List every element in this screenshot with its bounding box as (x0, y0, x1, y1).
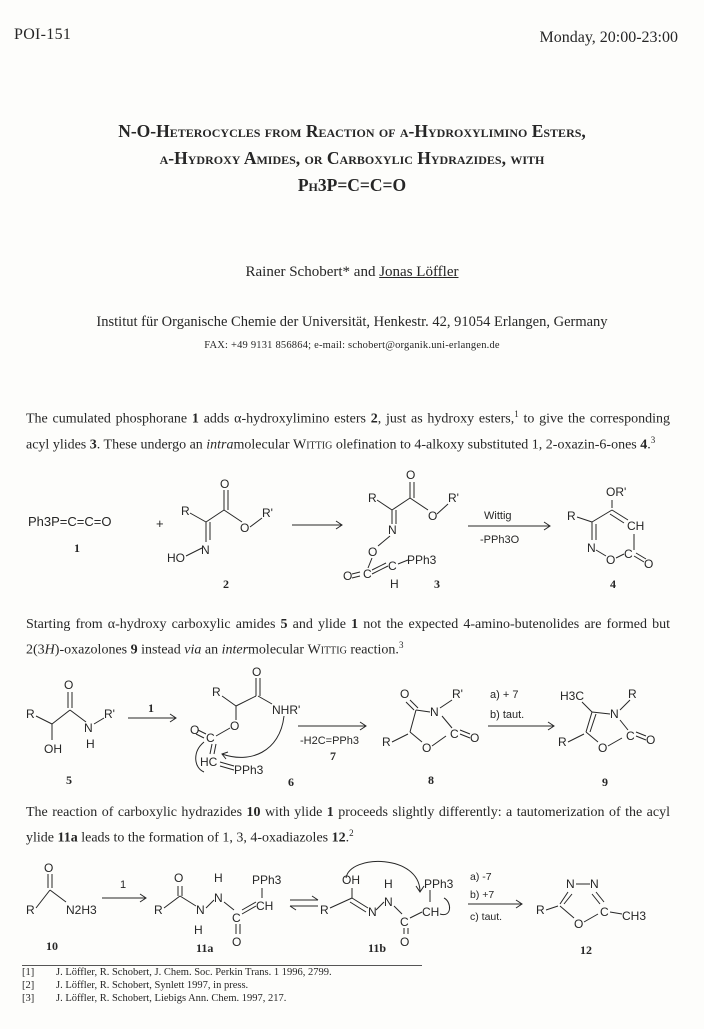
svg-text:H: H (214, 871, 223, 885)
p2-text: reaction. (346, 642, 399, 658)
svg-text:N: N (566, 877, 575, 891)
svg-text:CH3: CH3 (622, 909, 647, 923)
svg-text:R: R (628, 687, 637, 701)
svg-text:C: C (388, 559, 397, 573)
svg-text:C: C (232, 911, 241, 925)
svg-text:N: N (384, 895, 393, 909)
p2-text: molecular (248, 642, 308, 658)
p1-text: , just as hydroxy esters, (377, 411, 515, 427)
svg-text:O: O (574, 917, 584, 931)
p1-compound: 2 (370, 411, 378, 427)
ref-text: J. Löffler, R. Schobert, Synlett 1997, in press. (56, 980, 249, 991)
svg-text:R': R' (448, 491, 459, 505)
compound-5 (26, 678, 115, 756)
svg-text:R: R (382, 735, 391, 749)
equilibrium-head-1 (312, 896, 318, 900)
arrow-7-b: b) +7 (470, 889, 495, 901)
svg-text:R: R (181, 504, 190, 518)
p1-text: to give the corresponding acyl ylides (26, 411, 670, 453)
arrow-2-top: Wittig (484, 510, 512, 522)
p1-text: The cumulated phosphorane (26, 411, 192, 427)
compound-2 (167, 477, 273, 565)
svg-text:O: O (232, 935, 242, 949)
lbl-11a: 11a (196, 941, 214, 955)
lbl-10: 10 (46, 939, 58, 953)
svg-text:OH: OH (342, 873, 360, 887)
svg-text:C: C (624, 547, 633, 561)
svg-text:R: R (368, 491, 377, 505)
svg-text:O: O (220, 477, 230, 491)
title-line-2: α-Hydroxy Amides, or Carboxylic Hydrazides, with (159, 148, 545, 168)
lbl-6: 6 (288, 775, 294, 789)
svg-text:CH: CH (627, 519, 645, 533)
arrow-7-a: a) -7 (470, 871, 492, 883)
svg-text:PPh3: PPh3 (424, 877, 454, 891)
svg-text:O: O (406, 468, 416, 482)
svg-text:O: O (428, 509, 438, 523)
svg-text:CH: CH (422, 905, 440, 919)
svg-text:C: C (363, 567, 372, 581)
ref-number: [1] (22, 967, 35, 978)
svg-text:O: O (644, 557, 654, 571)
session-time: Monday, 20:00-23:00 (539, 29, 678, 46)
p1-text: olefination to 4-alkoxy substituted 1, 2-oxazin-6-ones (332, 437, 641, 453)
reference-item (22, 980, 248, 991)
author-2: Jonas Löffler (379, 264, 459, 280)
p2-emphasis: via (184, 642, 202, 658)
svg-text:O: O (190, 723, 200, 737)
compound-12 (536, 877, 646, 931)
session-code: POI-151 (14, 26, 72, 43)
svg-text:R: R (536, 903, 545, 917)
compound-3 (343, 468, 459, 591)
p1-wittig: Wittig (293, 437, 333, 453)
equilibrium-head-2 (290, 906, 296, 910)
svg-text:O: O (174, 871, 184, 885)
author-1: Rainer Schobert* and (245, 264, 380, 280)
author-list (0, 264, 704, 281)
compound-8 (382, 687, 479, 755)
references-divider (22, 965, 422, 966)
p3-text: . (345, 830, 350, 846)
svg-text:R: R (26, 707, 35, 721)
svg-text:R': R' (262, 506, 273, 520)
svg-text:C: C (400, 915, 409, 929)
lbl-9: 9 (602, 775, 608, 789)
svg-text:O: O (598, 741, 608, 755)
svg-text:R: R (154, 903, 163, 917)
p1-text: . (647, 437, 651, 453)
svg-text:O: O (343, 569, 353, 583)
p2-compound: 5 (280, 617, 288, 632)
paper-title (20, 118, 684, 199)
svg-text:C: C (450, 727, 459, 741)
p2-emphasis: H (44, 642, 55, 658)
lbl-11b: 11b (368, 941, 387, 955)
p3-text: leads to the formation of 1, 3, 4-oxadiazoles (77, 830, 332, 846)
paragraph-3 (26, 802, 670, 849)
p2-text: Starting from α-hydroxy carboxylic amides (26, 617, 281, 632)
svg-text:R: R (567, 509, 576, 523)
svg-text:OH: OH (44, 742, 62, 756)
p2-text: instead (137, 642, 185, 658)
paragraph-2 (26, 614, 670, 661)
svg-text:NHR': NHR' (272, 703, 301, 717)
svg-text:N: N (214, 891, 223, 905)
p3-citation: 2 (349, 828, 354, 838)
p1-compound: 1 (191, 411, 199, 427)
svg-text:O: O (470, 731, 480, 745)
compound-9 (558, 687, 655, 755)
svg-text:R: R (558, 735, 567, 749)
arrow-2-bottom: -PPh3O (480, 534, 520, 546)
svg-text:O: O (368, 545, 378, 559)
svg-text:O: O (252, 665, 262, 679)
lbl-4: 4 (610, 577, 616, 591)
p2-text: an (201, 642, 222, 658)
svg-text:PPh3: PPh3 (252, 873, 282, 887)
ref-number: [2] (22, 980, 35, 991)
lbl-7: 7 (330, 749, 336, 763)
arrow-5-top: a) + 7 (490, 689, 519, 701)
svg-text:N: N (587, 541, 596, 555)
svg-text:O: O (646, 733, 656, 747)
svg-text:O: O (400, 935, 410, 949)
p2-citation: 3 (398, 640, 404, 650)
p1-text: adds α-hydroxylimino esters (198, 411, 371, 427)
p3-text: The reaction of carboxylic hydrazides (26, 805, 247, 820)
svg-text:H: H (194, 923, 203, 937)
svg-text:PPh3: PPh3 (234, 763, 264, 777)
svg-text:R': R' (104, 707, 115, 721)
p2-text: not the expected 4-amino-butenolides are formed but 2(3 (26, 617, 670, 658)
ref-number: [3] (22, 993, 35, 1004)
paragraph-1 (26, 404, 670, 455)
scheme-3 (0, 858, 704, 958)
svg-text:CH: CH (256, 899, 274, 913)
p2-emphasis: inter (221, 642, 249, 658)
lbl-3: 3 (434, 577, 440, 591)
svg-text:R: R (212, 685, 221, 699)
p3-compound: 1 (326, 805, 334, 820)
svg-text:H: H (390, 577, 399, 591)
p2-wittig: Wittig (307, 642, 347, 658)
svg-text:O: O (44, 861, 54, 875)
arrow-4-bottom: -H2C=PPh3 (300, 735, 360, 747)
svg-text:N: N (388, 523, 397, 537)
p3-compound: 10 (246, 805, 261, 820)
p3-text: proceeds slightly differently: a tautomerization of the acyl ylide (26, 805, 670, 846)
svg-text:R: R (26, 903, 35, 917)
svg-text:N: N (430, 705, 439, 719)
svg-text:OR': OR' (606, 485, 627, 499)
compound-6 (190, 665, 300, 777)
svg-text:C: C (600, 905, 609, 919)
scheme-1 (0, 470, 704, 590)
arrow-6-top: 1 (120, 879, 127, 891)
compound-11b (320, 861, 454, 949)
arrow-5-bottom: b) taut. (490, 709, 525, 721)
svg-text:N: N (196, 903, 205, 917)
plus-sign: + (156, 516, 164, 531)
lbl-12: 12 (580, 943, 592, 957)
svg-text:PPh3: PPh3 (407, 553, 437, 567)
svg-text:H: H (86, 737, 95, 751)
svg-text:N: N (368, 905, 377, 919)
p3-compound: 12 (331, 830, 346, 846)
svg-text:HO: HO (167, 551, 185, 565)
reference-item (22, 993, 286, 1004)
svg-text:O: O (422, 741, 432, 755)
p1-citation: 1 (514, 409, 519, 419)
ylide-formula: Ph3P=C=C=O (28, 514, 112, 529)
affiliation: Institut für Organische Chemie der Universität, Henkestr. 42, 91054 Erlangen, Germany (96, 314, 608, 330)
p2-text: )-oxazolones (54, 642, 131, 658)
svg-text:C: C (206, 731, 215, 745)
compound-10 (26, 861, 97, 917)
lbl-5: 5 (66, 773, 72, 787)
p1-compound: 3 (89, 437, 97, 453)
title-line-3: Ph3P=C=C=O (297, 175, 407, 195)
p2-text: and ylide (287, 617, 352, 632)
scheme-2 (0, 665, 704, 802)
svg-text:O: O (230, 719, 240, 733)
svg-text:H3C: H3C (560, 689, 585, 703)
p1-emphasis: intra (206, 437, 234, 453)
p1-citation: 3 (650, 434, 656, 445)
p3-compound: 11a (57, 830, 78, 846)
p1-text: . These undergo an (96, 437, 207, 453)
svg-text:N2H3: N2H3 (66, 903, 97, 917)
p2-compound: 1 (351, 617, 359, 632)
svg-text:HC: HC (200, 755, 218, 769)
arrow-3-top: 1 (148, 701, 154, 715)
p2-compound: 9 (130, 642, 138, 658)
svg-text:O: O (64, 678, 74, 692)
svg-text:H: H (384, 877, 393, 891)
svg-text:O: O (400, 687, 410, 701)
svg-text:O: O (606, 553, 616, 567)
ref-text: J. Löffler, R. Schobert, J. Chem. Soc. Perkin Trans. 1 1996, 2799. (56, 967, 332, 978)
arrow-7-c: c) taut. (470, 911, 503, 923)
svg-text:N: N (590, 877, 599, 891)
reference-item (22, 967, 332, 978)
svg-text:R: R (320, 903, 329, 917)
contact-info: FAX: +49 9131 856864; e-mail: schobert@organik.uni-erlangen.de (204, 340, 500, 351)
compound-11a (154, 871, 282, 949)
ref-text: J. Löffler, R. Schobert, Liebigs Ann. Chem. 1997, 217. (56, 993, 287, 1004)
title-line-1: N-O-Heterocycles from Reaction of α-Hydroxylimino Esters, (118, 121, 586, 141)
svg-text:N: N (84, 721, 93, 735)
svg-text:C: C (626, 729, 635, 743)
compound-4 (567, 485, 653, 571)
svg-text:N: N (201, 543, 210, 557)
p3-text: with ylide (260, 805, 327, 820)
lbl-2: 2 (223, 577, 229, 591)
p1-text: molecular (233, 437, 293, 453)
svg-text:R': R' (452, 687, 463, 701)
lbl-8: 8 (428, 773, 434, 787)
p1-compound: 4 (640, 437, 648, 453)
svg-text:O: O (240, 521, 250, 535)
svg-text:N: N (610, 707, 619, 721)
lbl-1: 1 (74, 541, 80, 555)
